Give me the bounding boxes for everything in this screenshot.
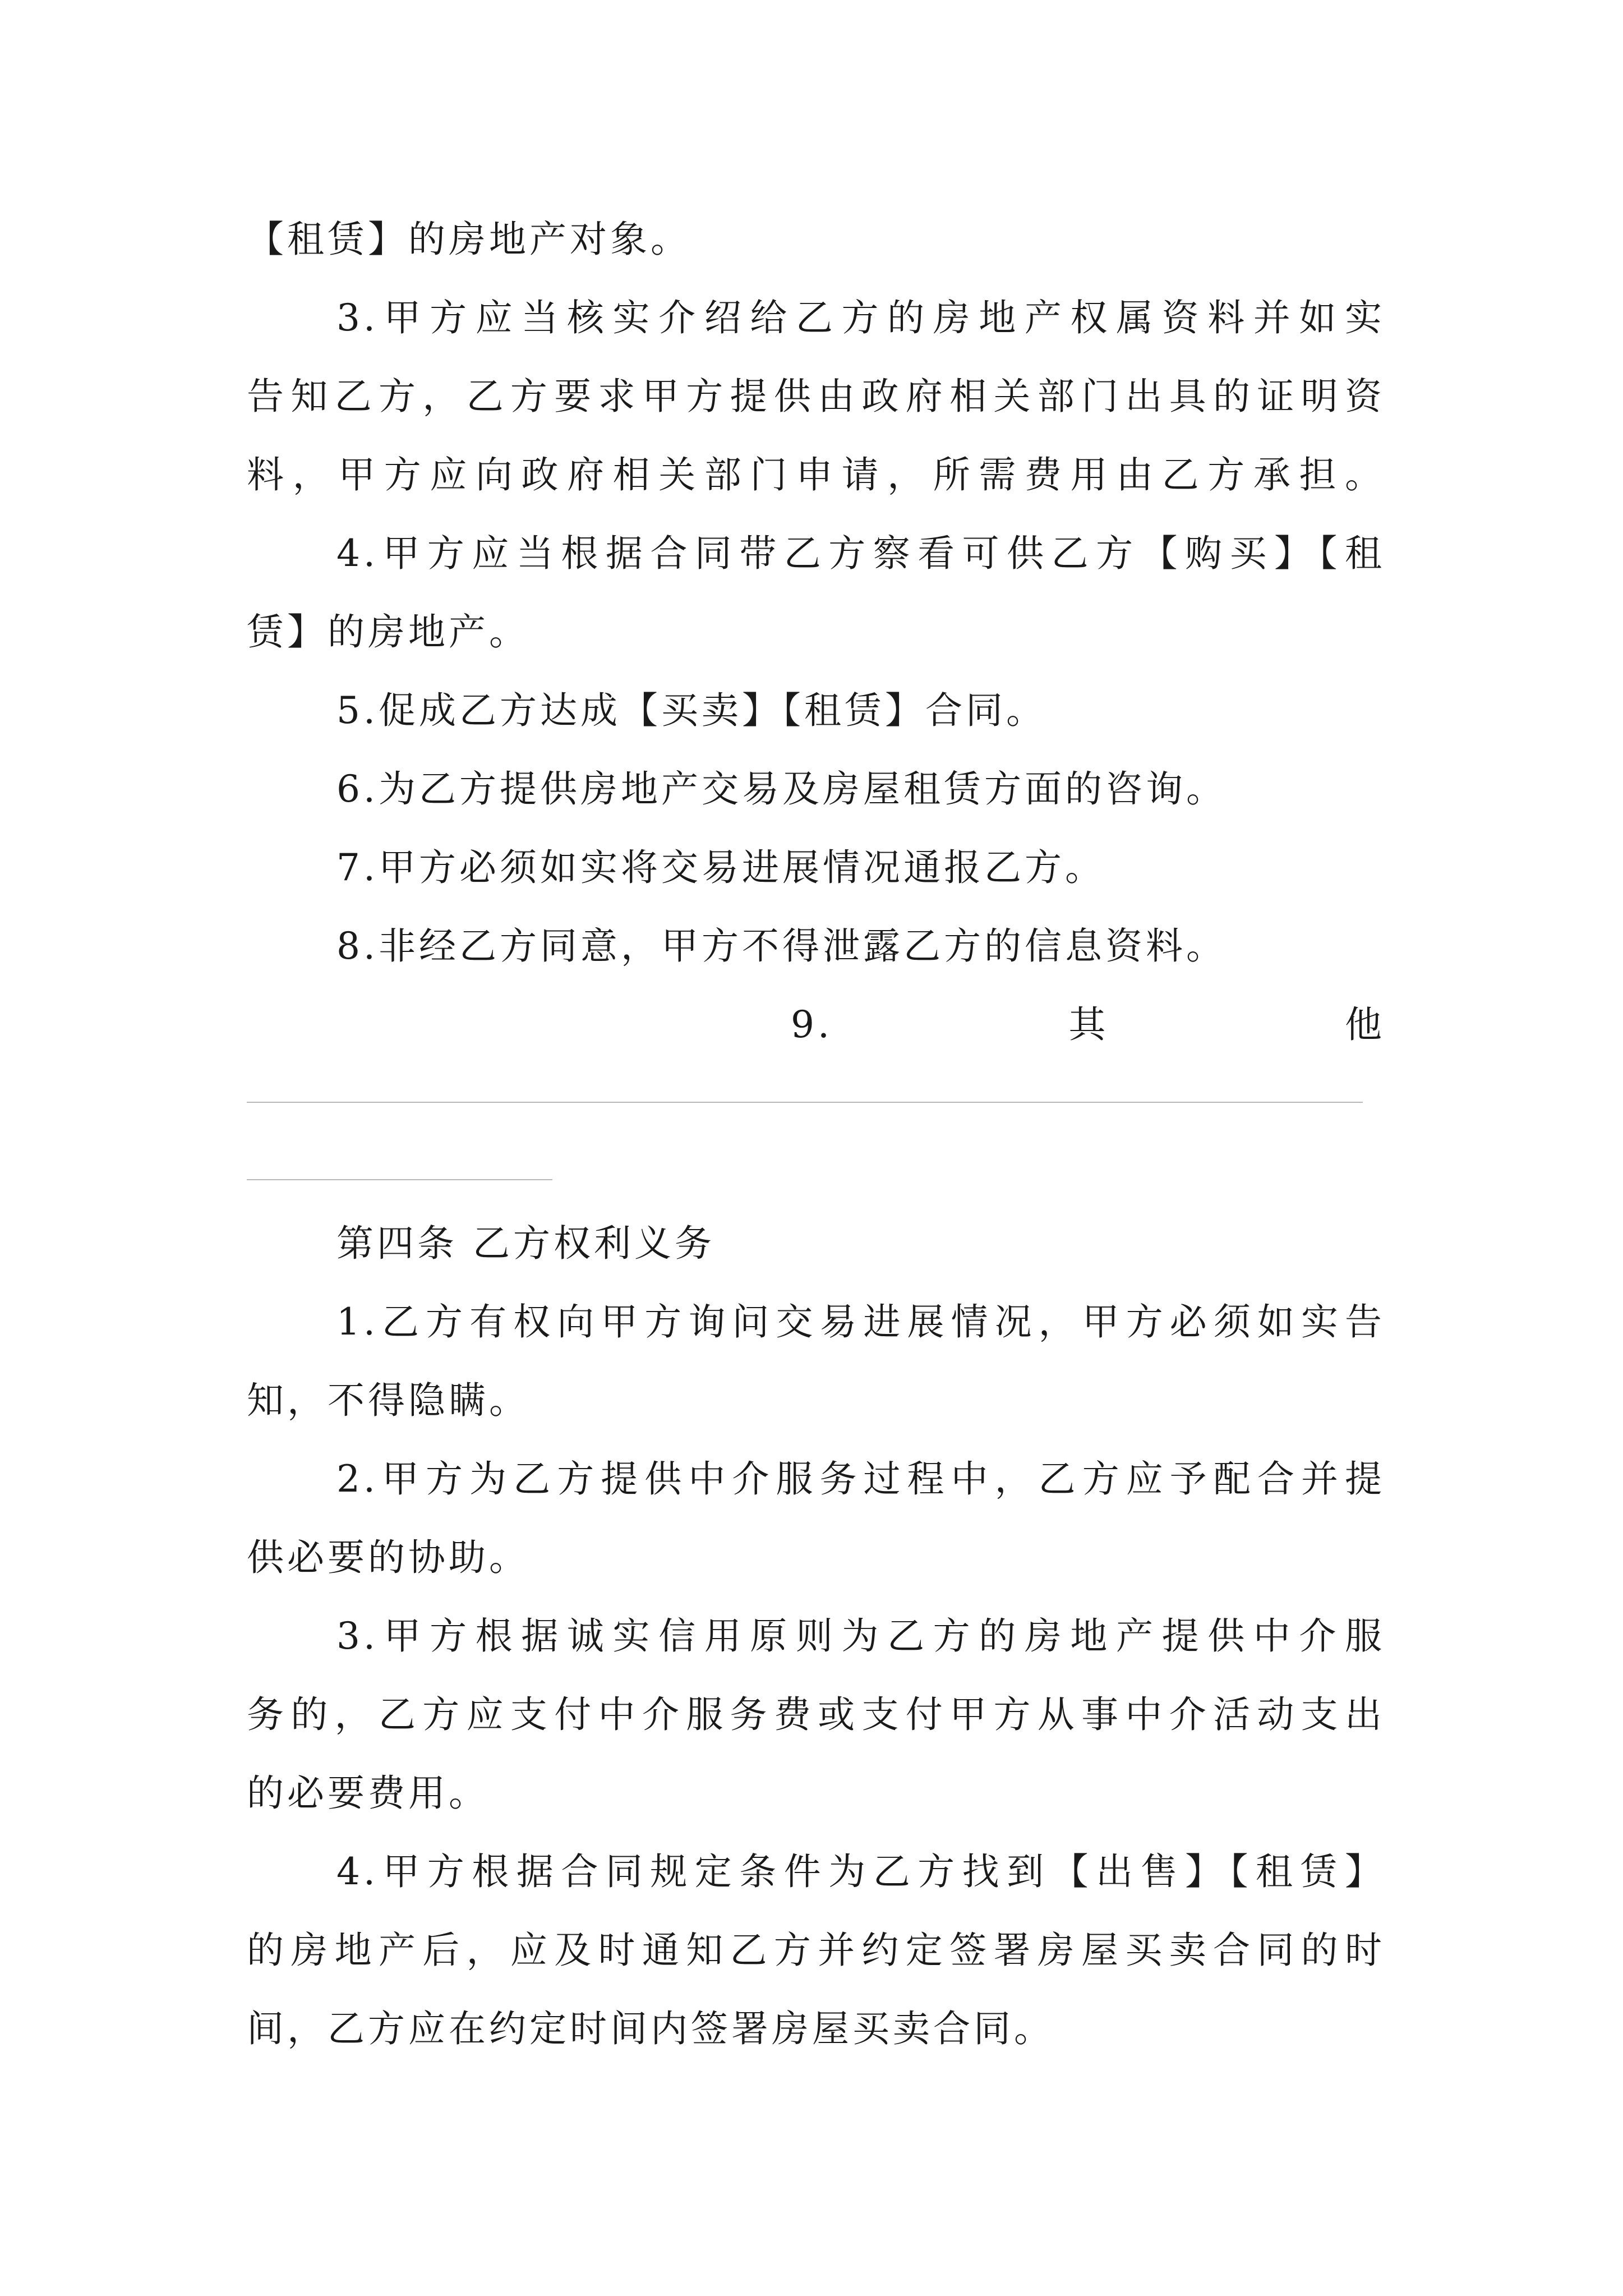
text-line: 4.甲方应当根据合同带乙方察看可供乙方【购买】【租 bbox=[336, 532, 1385, 575]
text-line: 3.甲方根据诚实信用原则为乙方的房地产提供中介服 bbox=[336, 1614, 1385, 1658]
text-line: 间，乙方应在约定时间内签署房屋买卖合同。 bbox=[247, 2007, 1054, 2050]
section-heading: 第四条 乙方权利义务 bbox=[336, 1222, 715, 1265]
blank-fill-line bbox=[247, 1102, 1363, 1103]
text-line: 务的，乙方应支付中介服务费或支付甲方从事中介活动支出 bbox=[247, 1693, 1385, 1736]
item-9-number: 9. bbox=[791, 1003, 833, 1046]
text-line: 7.甲方必须如实将交易进展情况通报乙方。 bbox=[336, 846, 1105, 889]
item-9-line bbox=[791, 1000, 1385, 1050]
item-9-char-2: 他 bbox=[1344, 1003, 1385, 1046]
text-line: 知，不得隐瞒。 bbox=[247, 1379, 529, 1422]
text-line: 1.乙方有权向甲方询问交易进展情况，甲方必须如实告 bbox=[336, 1300, 1385, 1343]
text-line: 4.甲方根据合同规定条件为乙方找到【出售】【租赁】 bbox=[336, 1850, 1385, 1893]
text-line: 3.甲方应当核实介绍给乙方的房地产权属资料并如实 bbox=[336, 296, 1385, 339]
text-line: 【租赁】的房地产对象。 bbox=[247, 218, 691, 261]
text-line: 8.非经乙方同意，甲方不得泄露乙方的信息资料。 bbox=[336, 924, 1227, 968]
text-line: 的房地产后，应及时通知乙方并约定签署房屋买卖合同的时 bbox=[247, 1929, 1385, 1972]
blank-fill-line-short bbox=[247, 1179, 552, 1180]
text-line: 供必要的协助。 bbox=[247, 1536, 529, 1579]
item-9-char-1: 其 bbox=[1068, 1003, 1109, 1046]
text-line: 料，甲方应向政府相关部门申请，所需费用由乙方承担。 bbox=[247, 453, 1385, 496]
text-line: 5.促成乙方达成【买卖】【租赁】合同。 bbox=[336, 689, 1046, 732]
text-line: 的必要费用。 bbox=[247, 1772, 489, 1815]
text-line: 6.为乙方提供房地产交易及房屋租赁方面的咨询。 bbox=[336, 767, 1227, 811]
text-line: 赁】的房地产。 bbox=[247, 610, 529, 654]
text-line: 2.甲方为乙方提供中介服务过程中，乙方应予配合并提 bbox=[336, 1457, 1385, 1501]
text-line: 告知乙方，乙方要求甲方提供由政府相关部门出具的证明资 bbox=[247, 375, 1385, 418]
